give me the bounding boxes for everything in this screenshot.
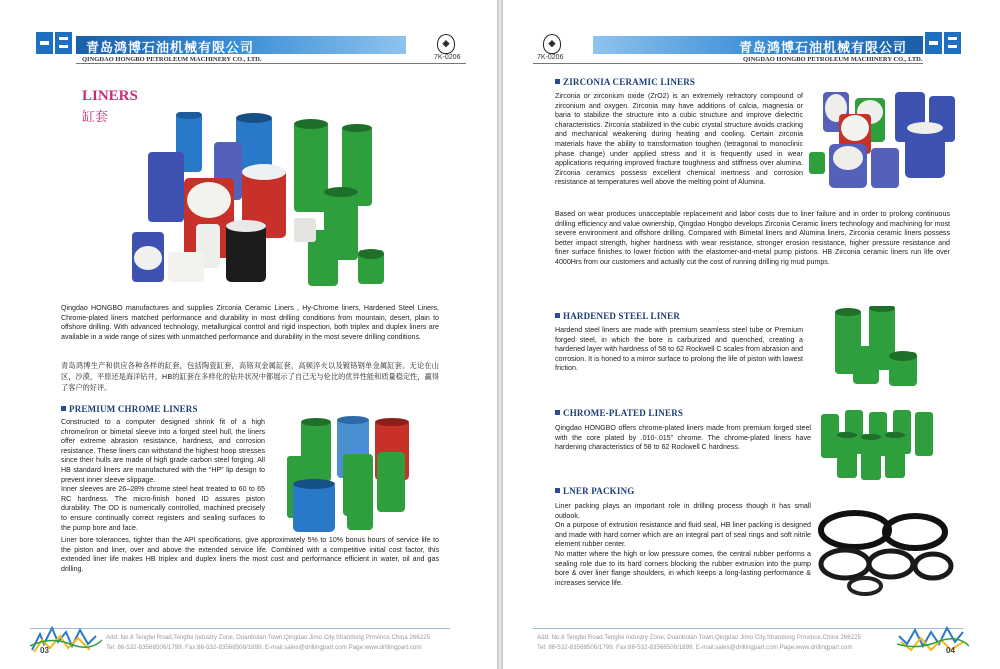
liner-packing-heading-text: LNER PACKING: [563, 486, 635, 496]
zirconia-liners-photo: [809, 88, 959, 200]
zirconia-p2: Based on wear produces unacceptable replacement and labor costs due to liner failure and in order to prolong continuous drilling efficiency and value ownership, Qingdao Hongbo develops Zirconia Ceramic liners technology and machining for most severe environment and offshore drilling. Compared with Bimetal liners and Alumina liners, Zirconia ceramic liners possess better impact strength, higher hardness with wear resistance, stronger erosion resistance, higher pressure resistance and finer surface finishes to lower friction with the elastomer-and-metal pump pistons. HB Zirconia ceramic liners run life over 4000Hrs from our customers and actually cut the cost of running drilling rig mud pumps.: [555, 210, 950, 266]
company-name-en: QINGDAO HONGBO PETROLEUM MACHINERY CO., LTD.: [82, 56, 262, 63]
api-monogram-icon: ◈: [543, 34, 561, 54]
footer-contact: Tel: 86-532-83568506/1799, Fax:86-532-83568508/1899, E-mail:sales@drillingpart.com Page:www.drillingpart.com: [537, 644, 853, 651]
footer-address: Add: No.8 Tengfei Road,Tengfei Industry Zone, Duanbolan Town,Qingdao Jimo City,Shandong Province,China 266225: [537, 634, 862, 641]
api-monogram-icon: ◈: [437, 34, 455, 54]
intro-paragraph-cn: 青岛鸿博生产和供应各种各样的缸套，包括陶瓷缸套，高铬双金属缸套，高频淬火以及镀铬钢单金属缸套。无论在山区，沙漠，平原还是海洋钻井，HB的缸套在多样化的钻井状况中都展示了自己无与伦比的优异性能和质量稳定性，赢得了客户的好评。: [61, 361, 439, 392]
liner-packing-text: [555, 502, 811, 588]
section-title-cn: 缸套: [82, 110, 109, 125]
footer-address: Add: No.8 Tengfei Road,Tengfei Industry Zone, Duanbolan Town,Qingdao Jimo City,Shandong Province,China 266225: [106, 634, 431, 641]
liner-packing-photo: [815, 506, 955, 596]
heading-bullet-icon: [555, 488, 560, 493]
liners-product-photo: [118, 112, 398, 294]
page-number: 03: [40, 646, 49, 655]
premium-chrome-heading-text: PREMIUM CHROME LINERS: [69, 404, 198, 414]
left-page: [0, 0, 497, 669]
company-name-cn: 青岛鸿博石油机械有限公司: [86, 41, 255, 56]
zirconia-heading: [555, 77, 695, 87]
heading-bullet-icon: [555, 410, 560, 415]
hardened-steel-heading-text: HARDENED STEEL LINER: [563, 311, 681, 321]
premium-chrome-p1: Constructed to a computer designed shrink fit of a high chrome/iron or bimetal sleeve into a forged steel hull, the liners offer extreme abrasion resistance, hardness, and corrosion resistance. These liners can withstand the highest hoop stresses since their hulls are made of high grade carbon steel forging. All HB standard liners are manufactured with the “HP” lip design to prevent inner sleeve slippage.: [61, 418, 265, 484]
premium-liners-photo: [287, 416, 417, 534]
footer-contact: Tel: 86-532-83568506/1799, Fax:86-532-83568508/1899, E-mail:sales@drillingpart.com Page:www.drillingpart.com: [106, 644, 422, 651]
zirconia-p1: Zirconia or zirconium oxide (ZrO2) is an extremely refractory compound of zirconium and oxygen. Zirconia may have additions of calcia, magnesia or baria to stabilize the structure into a cubic structure and improve dielectric characteristics. Zirconia stabilized in the cubic crystal structure avoids cracking and mechanical weakening during heating and cooling. Certain zirconia materials have the ability to transformation toughen (tetragonal to monoclinic phase change) under applied stress and it is frequently used in wear applications requiring improved fracture toughness and stiffness over alumina. Zirconia ceramics possess excellent chemical inertness and corrosion resistance at temperatures well above the melting point of Alumina.: [555, 92, 803, 187]
footer-decoration-icon: [897, 622, 969, 654]
hardened-steel-text: Hardend steel liners are made with premium seamless steel tube or Premium forged steel, in which the bore is carburized and quenched, creating a hardened layer with hardness of 58 to 62 Rockwell C scales from abrasion and corrosion. It is honed to a mirror surface to prolong the life of piston with lowest friction.: [555, 326, 803, 373]
hardened-steel-heading: [555, 311, 680, 321]
page-number: 04: [946, 646, 955, 655]
zirconia-heading-text: ZIRCONIA CERAMIC LINERS: [563, 77, 696, 87]
intro-paragraph: Qingdao HONGBO manufactures and supplies Zirconia Ceramic Liners , Hy-Chrome liners, Hardened Steel Liners, Chrome-plated liners matched performance and durability in most drilling conditions from mountain, desert, plain to offshore drilling. With advanced technology, metallurgical control and rigid inspection, both triplex and duplex liners are available in a wide range of sizes with unmatched performance and durability in the most severe drilling conditions.: [61, 304, 439, 341]
chrome-plated-text: Qingdao HONGBO offers chrome-plated liners made from premium forged steel with the core plated by .010-.015” chrome. The chrome-plated liners have hardening characteristics of 58 to 62 Rockwell C hardness.: [555, 424, 811, 452]
premium-chrome-p3: Liner bore tolerances, tighter than the API specifications, give approximately 5% to 10% bonus hours of service life to the piston and liner, over and above the extended service life. Combined with a competitive initial cost factor, this extended liner life makes HB triplex and duplex liners the most cost and performance efficient in water, oil and gas drilling.: [61, 536, 439, 573]
chrome-plated-liners-photo: [819, 408, 937, 482]
right-page: [503, 0, 1000, 669]
section-title: LINERS: [82, 88, 138, 104]
liner-packing-p2: On a purpose of extrusion resistance and fluid seal, HB liner packing is designed and made with hard corner which are an integral part of seal rings and soft nitrile element rubber center.: [555, 521, 811, 549]
hb-logo-icon: [36, 30, 74, 56]
liner-packing-p3: No matter where the high or low pressure comes, the central rubber performs a sealing role due to its hard corners blocking the rubber extrusion into the pump bore & over liner flange shoulders, in which keeps a long-lasting performance & increases service life.: [555, 549, 811, 587]
chrome-plated-heading: [555, 408, 683, 418]
heading-bullet-icon: [555, 313, 560, 318]
heading-bullet-icon: [61, 406, 66, 411]
chrome-plated-heading-text: CHROME-PLATED LINERS: [563, 408, 684, 418]
premium-chrome-heading: [61, 404, 198, 414]
company-name-en: QINGDAO HONGBO PETROLEUM MACHINERY CO., LTD.: [743, 56, 923, 63]
premium-chrome-text: [61, 418, 265, 533]
heading-bullet-icon: [555, 79, 560, 84]
liner-packing-heading: [555, 486, 635, 496]
cert-code: 7K-0206: [537, 54, 564, 61]
hb-logo-icon: [925, 30, 963, 56]
premium-chrome-p2: Inner sleeves are 26–28% chrome steel heat treated to 60 to 65 RC hardness. The micro-finish honed ID assures piston durability. The OD is numerically controlled, machined precisely to ensure continually correct registers and sealing surfaces to the pump bore and face.: [61, 485, 265, 532]
header-rule: [76, 63, 466, 64]
header-rule: [533, 63, 923, 64]
cert-code: 7K-0206: [434, 54, 461, 61]
hardened-liners-photo: [831, 306, 921, 388]
company-name-cn: 青岛鸿博石油机械有限公司: [739, 41, 908, 56]
liner-packing-p1: Liner packing plays an important role in drilling process though it has small outlook.: [555, 502, 811, 520]
